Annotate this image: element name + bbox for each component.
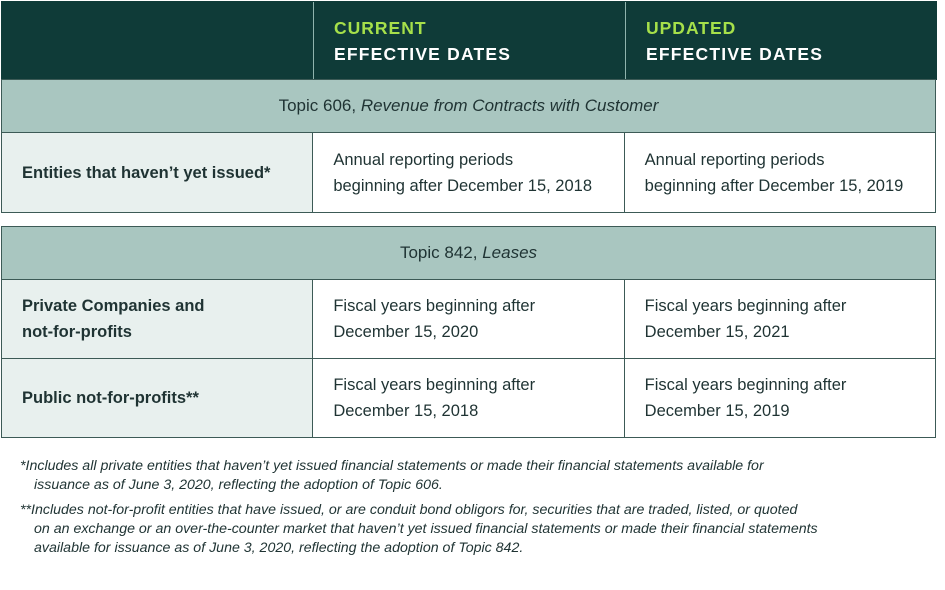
topic-606-title-prefix: Topic 606, [278, 96, 361, 115]
header-updated-sublabel: EFFECTIVE DATES [646, 43, 824, 64]
topic-842-title-prefix: Topic 842, [399, 243, 483, 262]
updated-date-line1: Fiscal years beginning after [644, 297, 847, 315]
header-updated-cell [626, 2, 937, 80]
topic-606-title [2, 80, 936, 133]
current-date-cell [313, 133, 624, 213]
footnote-2-line3: available for issuance as of June 3, 2020, reflecting the adoption of Topic 842. [34, 540, 524, 556]
table-row [2, 280, 936, 359]
current-date-line2: December 15, 2018 [333, 402, 479, 420]
updated-date-line2: December 15, 2019 [644, 402, 790, 420]
topic-606-table [1, 79, 936, 213]
topic-842-title-italic: Leases [482, 243, 538, 262]
current-date-line1: Fiscal years beginning after [333, 376, 536, 394]
updated-date-line1: Fiscal years beginning after [644, 376, 847, 394]
section-header-row [2, 227, 936, 280]
current-date-cell [313, 359, 624, 438]
table-row [2, 359, 936, 438]
updated-date-cell [624, 280, 935, 359]
header-row [2, 2, 937, 80]
updated-date-line1: Annual reporting periods [644, 150, 825, 169]
row-label: Entities that haven’t yet issued* [2, 133, 313, 213]
row-label-line2: not-for-profits [22, 323, 132, 341]
header-empty-cell [2, 2, 314, 80]
row-label [2, 280, 313, 359]
header-current-cell [314, 2, 626, 80]
header-current-sublabel: EFFECTIVE DATES [334, 43, 512, 64]
section-header-row [2, 80, 936, 133]
table-row [2, 133, 936, 213]
topic-842-table [1, 226, 936, 438]
row-label: Public not-for-profits** [2, 359, 313, 438]
current-date-cell [313, 280, 624, 359]
updated-date-line2: December 15, 2021 [644, 323, 790, 341]
header-table [1, 1, 937, 80]
topic-606-title-italic: Revenue from Contracts with Customer [360, 96, 659, 115]
header-updated-label: UPDATED [646, 17, 737, 38]
header-current-label: CURRENT [334, 17, 427, 38]
footnote-1-line1: *Includes all private entities that haven’t yet issued financial statements or made their financial statements available for [20, 458, 764, 474]
current-date-line1: Annual reporting periods [333, 150, 514, 169]
updated-date-cell [624, 359, 935, 438]
updated-date-cell [624, 133, 935, 213]
footnote-2-line2: on an exchange or an over-the-counter market that haven’t yet issued financial statements or made their financial statements [34, 521, 818, 537]
footnote-1-line2: issuance as of June 3, 2020, reflecting the adoption of Topic 606. [34, 477, 443, 493]
footnote-2-line1: **Includes not-for-profit entities that have issued, or are conduit bond obligors for, securities that are traded, listed, or quoted [20, 502, 798, 518]
current-date-line2: December 15, 2020 [333, 323, 479, 341]
footnote-1 [20, 457, 920, 495]
topic-842-title [2, 227, 936, 280]
row-label-line1: Private Companies and [22, 297, 205, 315]
updated-date-line2: beginning after December 15, 2019 [644, 176, 904, 195]
footnote-2 [20, 501, 920, 558]
current-date-line2: beginning after December 15, 2018 [333, 176, 593, 195]
current-date-line1: Fiscal years beginning after [333, 297, 536, 315]
